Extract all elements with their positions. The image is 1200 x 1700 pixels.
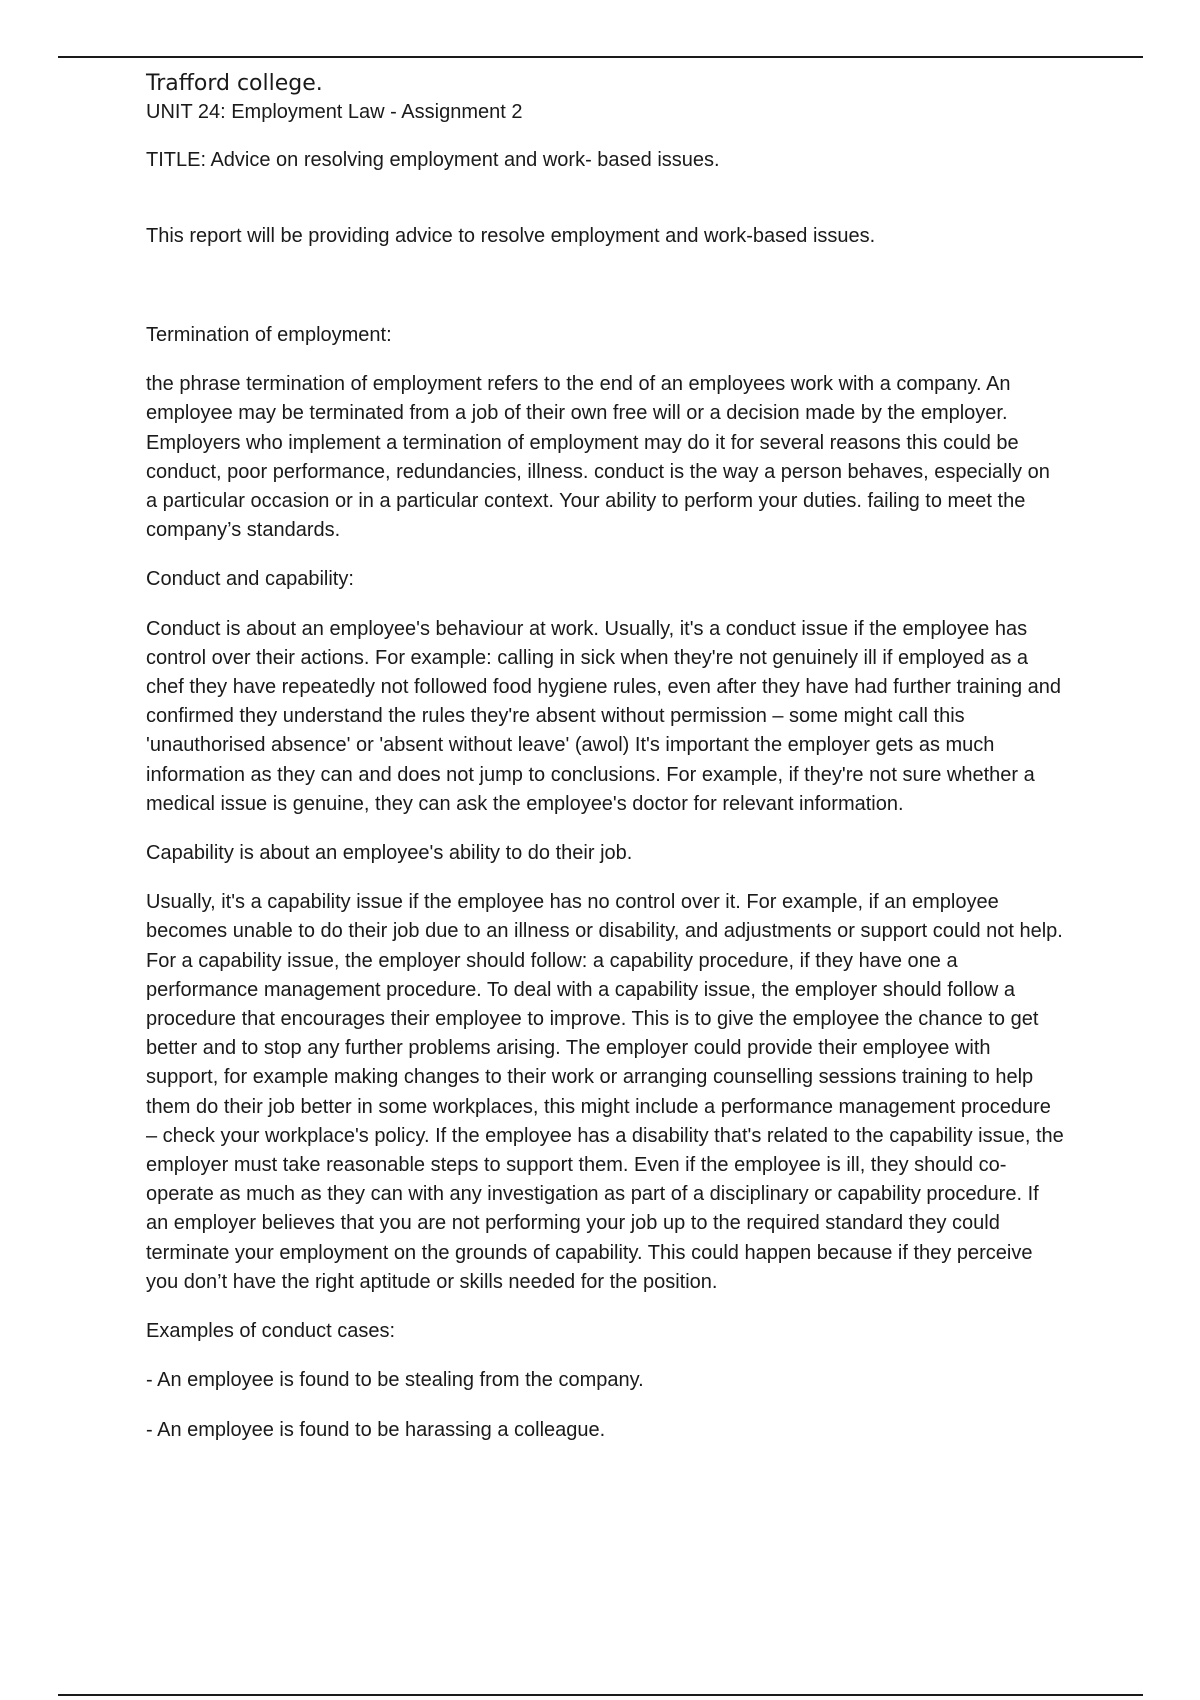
capability-paragraph: Usually, it's a capability issue if the employee has no control over it. For example, if an employee becomes unable to do their job due to an illness or disability, and adjustments or support could not help. For a capability issue, the employer should follow: a capability procedure, if they have one a performance management procedure. To deal with a capability issue, the employer should follow a procedure that encourages their employee to improve. This is to give the employee the chance to get better and to stop any further problems arising. The employer could provide their employee with support, for example making changes to their work or arranging counselling sessions training to help them do their job better in some workplaces, this might include a performance management procedure – check your workplace's policy. If the employee has a disability that's related to the capability issue, the employer must take reasonable steps to support them. Even if the employee is ill, they should co-operate as much as they can with any investigation as part of a disciplinary or capability procedure. If an employer believes that you are not performing your job up to the required standard they could terminate your employment on the grounds of capability. This could happen because if they perceive you don’t have the right aptitude or skills needed for the position. (146, 891, 1064, 1293)
bottom-rule (58, 1694, 1143, 1696)
termination-heading: Termination of employment: (146, 324, 392, 346)
conduct-capability-heading: Conduct and capability: (146, 568, 354, 591)
intro-paragraph: This report will be providing advice to resolve employment and work-based issues. (146, 225, 876, 247)
report-title: TITLE: Advice on resolving employment and work- based issues. (146, 149, 720, 171)
unit-title: UNIT 24: Employment Law - Assignment 2 (146, 101, 523, 123)
termination-paragraph: the phrase termination of employment refers to the end of an employees work with a company. An employee may be terminated from a job of their own free will or a decision made by the employer. Employers who implement a termination of employment may do it for several reasons this could be conduct, poor performance, redundancies, illness. conduct is the way a person behaves, especially on a particular occasion or in a particular context. Your ability to perform your duties. failing to meet the company’s standards. (146, 373, 1050, 542)
conduct-paragraph: Conduct is about an employee's behaviour at work. Usually, it's a conduct issue if the employee has control over their actions. For example: calling in sick when they're not genuinely ill if employed as a chef they have repeatedly not followed food hygiene rules, even after they have had further training and confirmed they understand the rules they're absent without permission – some might call this 'unauthorised absence' or 'absent without leave' (awol) It's important the employer gets as much information as they can and does not jump to conclusions. For example, if they're not sure whether a medical issue is genuine, they can ask the employee's doctor for relevant information. (146, 617, 1062, 815)
top-rule (58, 56, 1143, 58)
examples-heading: Examples of conduct cases: (146, 1320, 396, 1343)
example-item: - An employee is found to be harassing a colleague. (146, 1418, 606, 1441)
document-body (146, 70, 1066, 1465)
capability-intro: Capability is about an employee's ability to do their job. (146, 842, 633, 865)
example-item: - An employee is found to be stealing from the company. (146, 1369, 644, 1392)
college-name: Trafford college. (146, 71, 323, 96)
